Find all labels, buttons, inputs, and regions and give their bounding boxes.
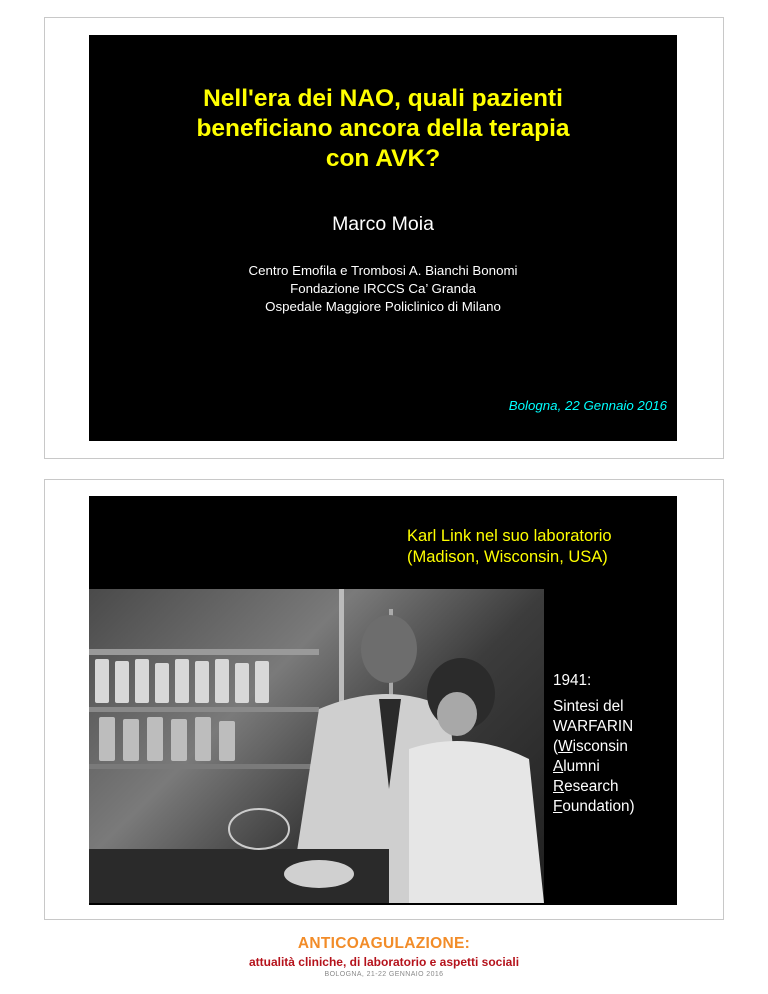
- affiliation-line: Centro Emofila e Trombosi A. Bianchi Bonomi: [248, 263, 518, 278]
- slide-title: [89, 84, 677, 174]
- footer-date: BOLOGNA, 21-22 GENNAIO 2016: [324, 971, 444, 978]
- acronym-line: [553, 797, 635, 817]
- acronym-line: [553, 757, 635, 777]
- acronym-prefix: (: [553, 738, 559, 755]
- acronym-rest: lumni: [563, 758, 600, 775]
- warfarin-note: [553, 671, 635, 817]
- acronym-letter: R: [553, 778, 565, 795]
- acronym-letter: W: [558, 738, 573, 755]
- caption-line: (Madison, Wisconsin, USA): [407, 548, 608, 566]
- acronym-rest: esearch: [564, 778, 619, 795]
- title-line: con AVK?: [325, 145, 441, 172]
- laboratory-photo: [89, 589, 544, 903]
- affiliation: [89, 262, 677, 316]
- acronym-line: [553, 777, 635, 797]
- acronym-letter: A: [553, 758, 564, 775]
- title-line: Nell'era dei NAO, quali pazienti: [203, 85, 563, 112]
- acronym-rest: oundation): [562, 798, 635, 815]
- conference-footer: [0, 935, 768, 978]
- history-slide: [89, 496, 677, 905]
- caption-line: Karl Link nel suo laboratorio: [407, 527, 612, 545]
- acronym-line: [553, 737, 635, 757]
- affiliation-line: Ospedale Maggiore Policlinico di Milano: [265, 299, 501, 314]
- affiliation-line: Fondazione IRCCS Ca’ Granda: [290, 281, 476, 296]
- photo-caption: [407, 526, 612, 568]
- footer-title: ANTICOAGULAZIONE:: [297, 935, 471, 952]
- synthesis-line: WARFARIN: [553, 718, 634, 735]
- slide-frame-2: [44, 479, 724, 920]
- title-line: beneficiano ancora della terapia: [196, 115, 570, 142]
- year-label: 1941:: [553, 672, 592, 689]
- date-place: Bologna, 22 Gennaio 2016: [508, 398, 667, 413]
- footer-subtitle: attualità cliniche, di laboratorio e aspetti sociali: [248, 955, 520, 969]
- author-name: Marco Moia: [332, 213, 434, 235]
- synthesis-line: Sintesi del: [553, 698, 624, 715]
- title-slide: [89, 35, 677, 441]
- acronym-rest: isconsin: [572, 738, 628, 755]
- laboratory-photo-illustration: [89, 589, 544, 903]
- acronym-letter: F: [553, 798, 563, 815]
- slide-frame-1: [44, 17, 724, 459]
